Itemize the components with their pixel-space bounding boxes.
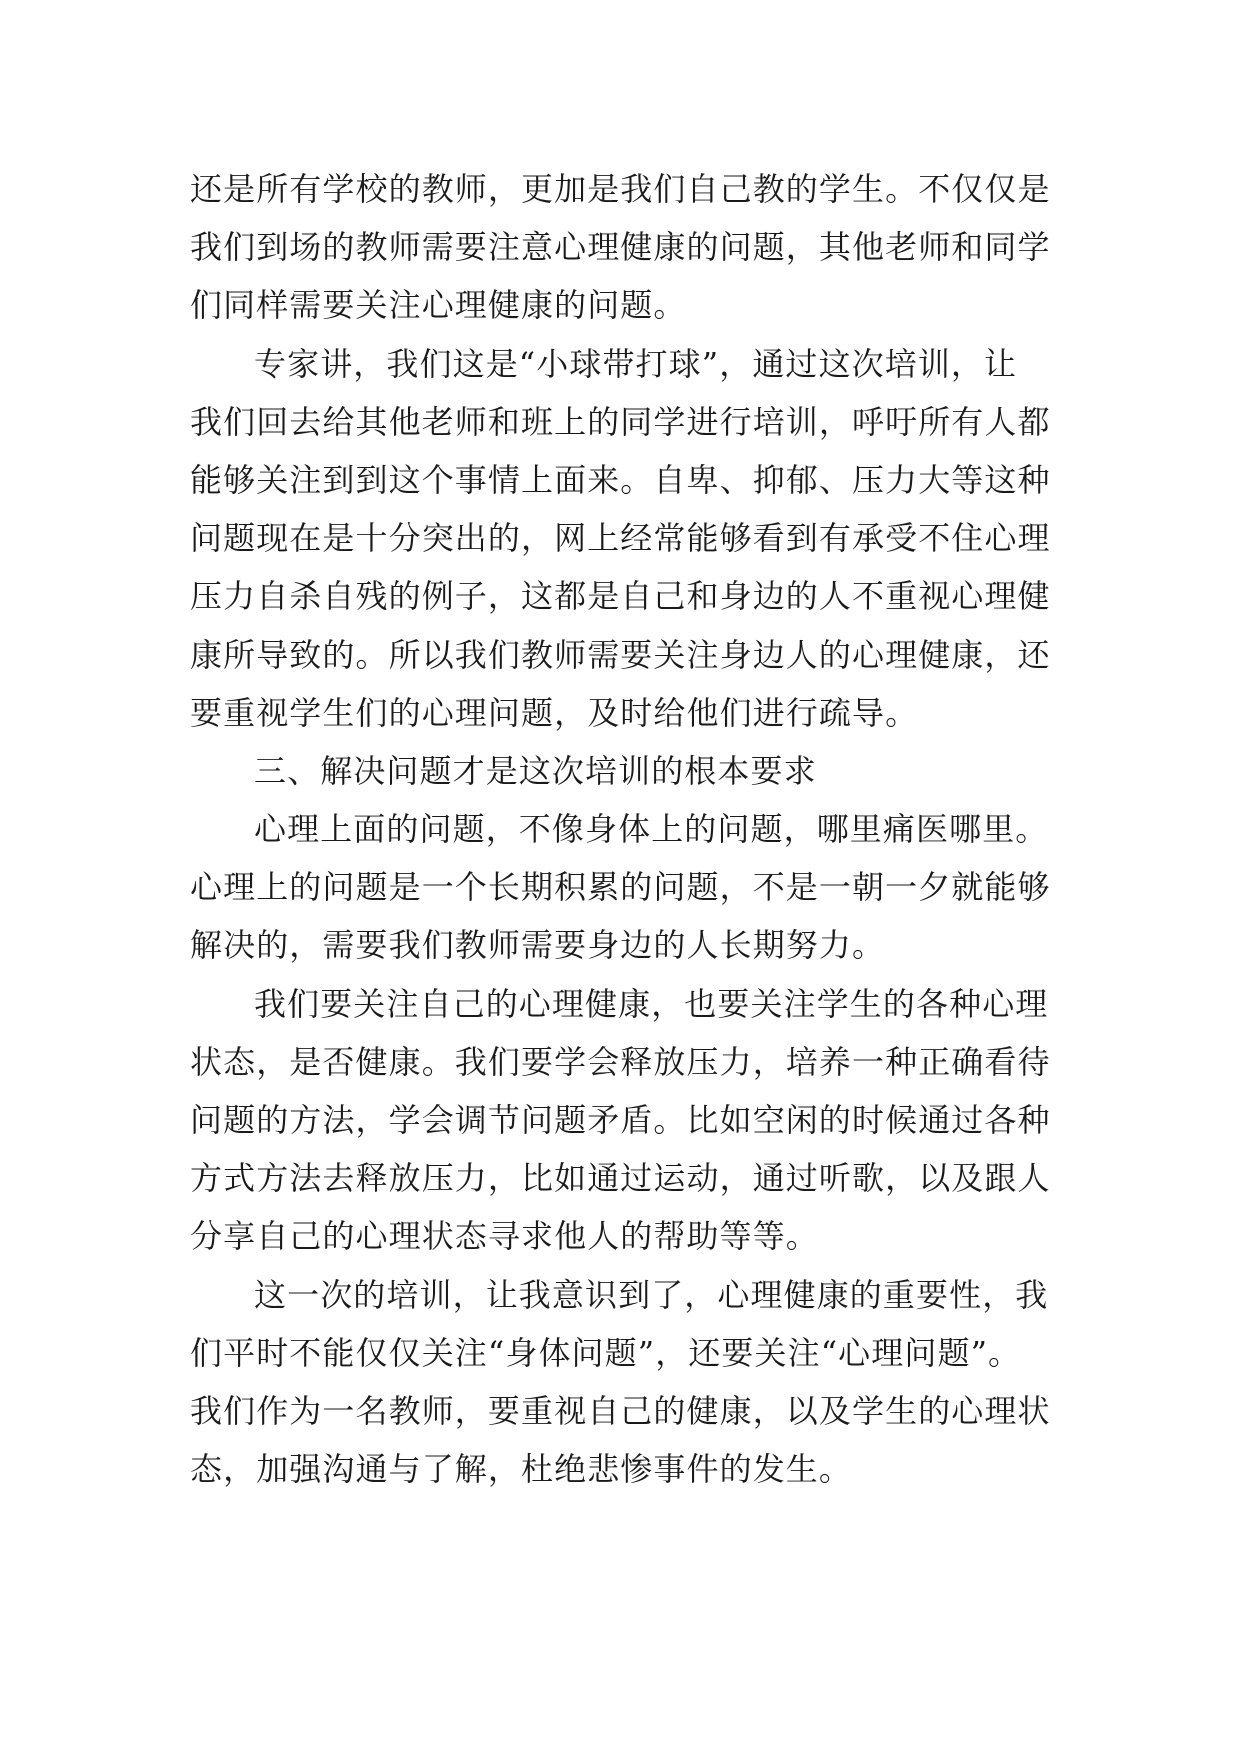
- text-line: 我们作为一名教师，要重视自己的健康，以及学生的心理状: [190, 1391, 1051, 1430]
- section-heading: 三、解决问题才是这次培训的根本要求: [254, 751, 817, 790]
- text-line: 解决的，需要我们教师需要身边的人长期努力。: [190, 926, 886, 965]
- paragraph-first-line: 我们要关注自己的心理健康，也要关注学生的各种心理: [254, 984, 1049, 1023]
- text-line: 心理上的问题是一个长期积累的问题，不是一朝一夕就能够: [190, 868, 1051, 907]
- text-line: 问题的方法，学会调节问题矛盾。比如空闲的时候通过各种: [190, 1101, 1051, 1139]
- text-line: 压力自杀自残的例子，这都是自己和身边的人不重视心理健: [190, 577, 1051, 616]
- text-line: 状态，是否健康。我们要学会释放压力，培养一种正确看待: [190, 1042, 1051, 1081]
- text-line: 们同样需要关注心理健康的问题。: [190, 286, 687, 325]
- text-line: 能够关注到到这个事情上面来。自卑、抑郁、压力大等这种: [190, 460, 1051, 499]
- text-line: 方式方法去释放压力，比如通过运动，通过听歌，以及跟人: [190, 1159, 1051, 1198]
- text-line: 我们回去给其他老师和班上的同学进行培训，呼吁所有人都: [190, 402, 1051, 441]
- text-line: 康所导致的。所以我们教师需要关注身边人的心理健康，还: [190, 635, 1051, 674]
- text-line: 分享自己的心理状态寻求他人的帮助等等。: [190, 1217, 819, 1256]
- text-line: 还是所有学校的教师，更加是我们自己教的学生。不仅仅是: [190, 170, 1051, 208]
- document-body: [190, 160, 1070, 1498]
- text-line: 问题现在是十分突出的，网上经常能够看到有承受不住心理: [190, 519, 1051, 558]
- text-line: 要重视学生们的心理问题，及时给他们进行疏导。: [190, 693, 919, 732]
- paragraph-first-line: 这一次的培训，让我意识到了，心理健康的重要性，我: [254, 1275, 1049, 1314]
- text-line: 态，加强沟通与了解，杜绝悲惨事件的发生。: [190, 1450, 853, 1489]
- paragraph-first-line: 心理上面的问题，不像身体上的问题，哪里痛医哪里。: [254, 810, 1049, 849]
- text-line: 们平时不能仅仅关注“身体问题”，还要关注“心理问题”。: [190, 1333, 1022, 1372]
- text-line: 我们到场的教师需要注意心理健康的问题，其他老师和同学: [190, 228, 1051, 267]
- paragraph-first-line: 专家讲，我们这是“小球带打球”，通过这次培训，让: [254, 344, 1018, 383]
